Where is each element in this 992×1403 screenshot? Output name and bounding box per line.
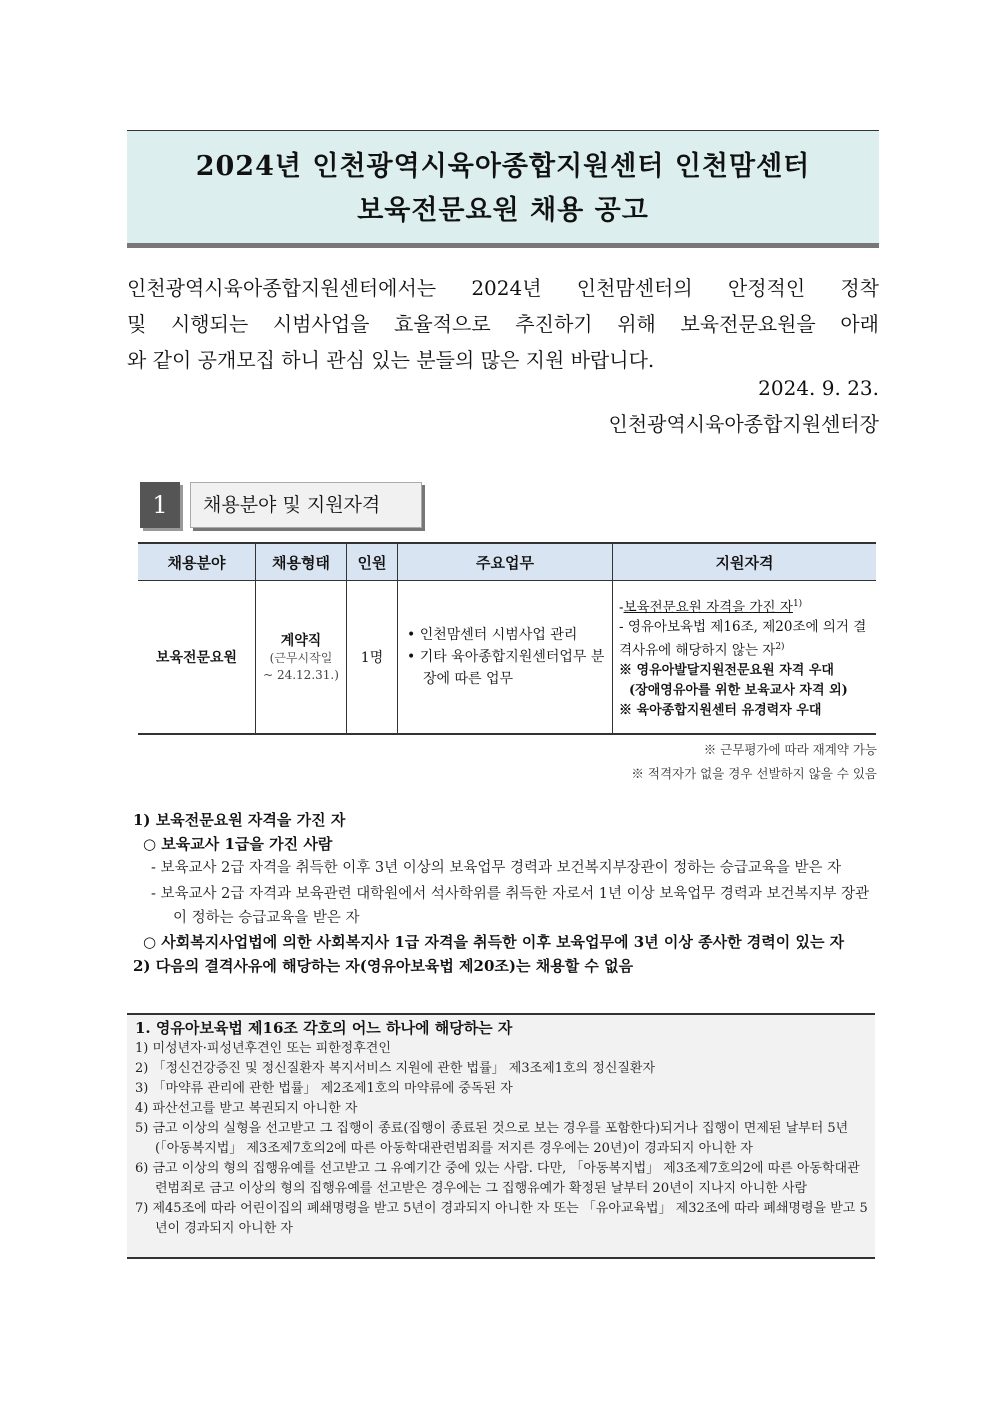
requirements-section	[133, 808, 879, 978]
issuer: 인천광역시육아종합지원센터장	[608, 412, 879, 436]
recruitment-table	[138, 542, 876, 735]
preference-item: ※ 영유아발달지원전문요원 자격 우대	[619, 662, 834, 678]
intro-line3: 와 같이 공개모집 하니 관심 있는 분들의 많은 지원 바랍니다.	[127, 348, 655, 372]
requirement-detail-2: - 보육교사 2급 자격과 보육관련 대학원에서 석사학위를 취득한 자로서 1년 이상 보육업무 경력과 보건복지부 장관이 정하는 승급교육을 받은 자	[151, 886, 870, 926]
employment-period-2: ~ 24.12.31.)	[263, 668, 339, 682]
table-header-row	[138, 543, 876, 581]
title-box	[127, 130, 879, 248]
page-title-line2: 보육전문요원 채용 공고	[357, 195, 649, 226]
cell-duties	[398, 581, 613, 735]
header-count: 인원	[347, 543, 398, 581]
cell-qualifications	[613, 581, 877, 735]
disqualification-item: 6) 금고 이상의 형의 집행유예를 선고받고 그 유예기간 중에 있는 사람. 다만, 「아동복지법」 제3조제7호의2에 따른 아동학대관련범죄로 금고 이상의 형의 집행유예를 선고받은 경우에는 그 집행유예가 확정된 날부터 20년이 지나지 아니한 사람	[135, 1161, 860, 1196]
requirement-heading-1: 1) 보육전문요원 자격을 가진 자	[133, 811, 346, 829]
disqualification-item: 2) 「정신건강증진 및 정신질환자 복지서비스 지원에 관한 법률」 제3조제1호의 정신질환자	[135, 1061, 656, 1076]
header-qualifications: 지원자격	[613, 543, 877, 581]
header-duties: 주요업무	[398, 543, 613, 581]
preference-item: ※ 육아종합지원센터 유경력자 우대	[619, 702, 822, 718]
cell-type	[256, 581, 347, 735]
disqualification-item: 3) 「마약류 관리에 관한 법률」 제2조제1호의 마약류에 중독된 자	[135, 1081, 513, 1096]
intro-paragraph	[127, 270, 879, 378]
table-row	[138, 581, 876, 735]
employment-period-1: (근무시작일	[269, 651, 333, 665]
disqualification-item: 7) 제45조에 따라 어린이집의 폐쇄명령을 받고 5년이 경과되지 아니한 자 또는 「유아교육법」 제32조에 따라 폐쇄명령을 받고 5년이 경과되지 아니한 자	[135, 1201, 868, 1236]
duty-item: • 인천맘센터 시범사업 관리	[407, 627, 578, 643]
requirement-heading-2: 2) 다음의 결격사유에 해당하는 자(영유아보육법 제20조)는 채용할 수 없음	[133, 957, 634, 975]
disqualification-box	[127, 1013, 875, 1259]
preference-item: (장애영유아를 위한 보육교사 자격 외)	[629, 682, 848, 698]
note-item: ※ 적격자가 없을 경우 선발하지 않을 수 있음	[631, 766, 877, 781]
disqualification-item: 4) 파산선고를 받고 복권되지 아니한 자	[135, 1101, 358, 1116]
intro-line1: 인천광역시육아종합지원센터에서는 2024년 인천맘센터의 안정적인 정착	[127, 276, 879, 300]
header-field: 채용분야	[138, 543, 256, 581]
header-type: 채용형태	[256, 543, 347, 581]
page-title-line1: 2024년 인천광역시육아종합지원센터 인천맘센터	[195, 151, 811, 182]
intro-line2: 및 시행되는 시범사업을 효율적으로 추진하기 위해 보육전문요원을 아래	[127, 312, 879, 336]
cell-count: 1명	[347, 581, 398, 735]
requirement-circle-1: ○ 보육교사 1급을 가진 사람	[143, 835, 333, 853]
disqualification-item: 5) 금고 이상의 실형을 선고받고 그 집행이 종료(집행이 종료된 것으로 보는 경우를 포함한다)되거나 집행이 면제된 날부터 5년(「아동복지법」 제3조제7호의2에 따른 아동학대관련범죄를 저지른 경우에는 20년)이 경과되지 아니한 자	[135, 1121, 849, 1156]
note-item: ※ 근무평가에 따라 재계약 가능	[703, 742, 877, 757]
announcement-date: 2024. 9. 23.	[758, 376, 879, 400]
cell-field: 보육전문요원	[138, 581, 256, 735]
requirement-detail-1: - 보육교사 2급 자격을 취득한 이후 3년 이상의 보육업무 경력과 보건복지부장관이 정하는 승급교육을 받은 자	[151, 860, 842, 876]
requirement-circle-2: ○ 사회복지사업법에 의한 사회복지사 1급 자격을 취득한 이후 보육업무에 3년 이상 종사한 경력이 있는 자	[143, 933, 845, 951]
duty-item: • 기타 육아종합지원센터업무 분장에 따른 업무	[407, 649, 605, 687]
disqualification-item: 1) 미성년자·피성년후견인 또는 피한정후견인	[135, 1041, 391, 1056]
qualification-item: - 영유아보육법 제16조, 제20조에 의거 결격사유에 해당하지 않는 자$^{2)}$	[619, 619, 867, 659]
section-number: 1	[140, 482, 180, 528]
qualification-item: -보육전문요원 자격을 가진 자$^{1)}$	[619, 598, 803, 615]
disqualification-heading: 1. 영유아보육법 제16조 각호의 어느 하나에 해당하는 자	[135, 1019, 513, 1037]
section-title: 채용분야 및 지원자격	[190, 482, 422, 528]
employment-type: 계약직	[280, 633, 322, 649]
table-notes	[631, 738, 877, 786]
